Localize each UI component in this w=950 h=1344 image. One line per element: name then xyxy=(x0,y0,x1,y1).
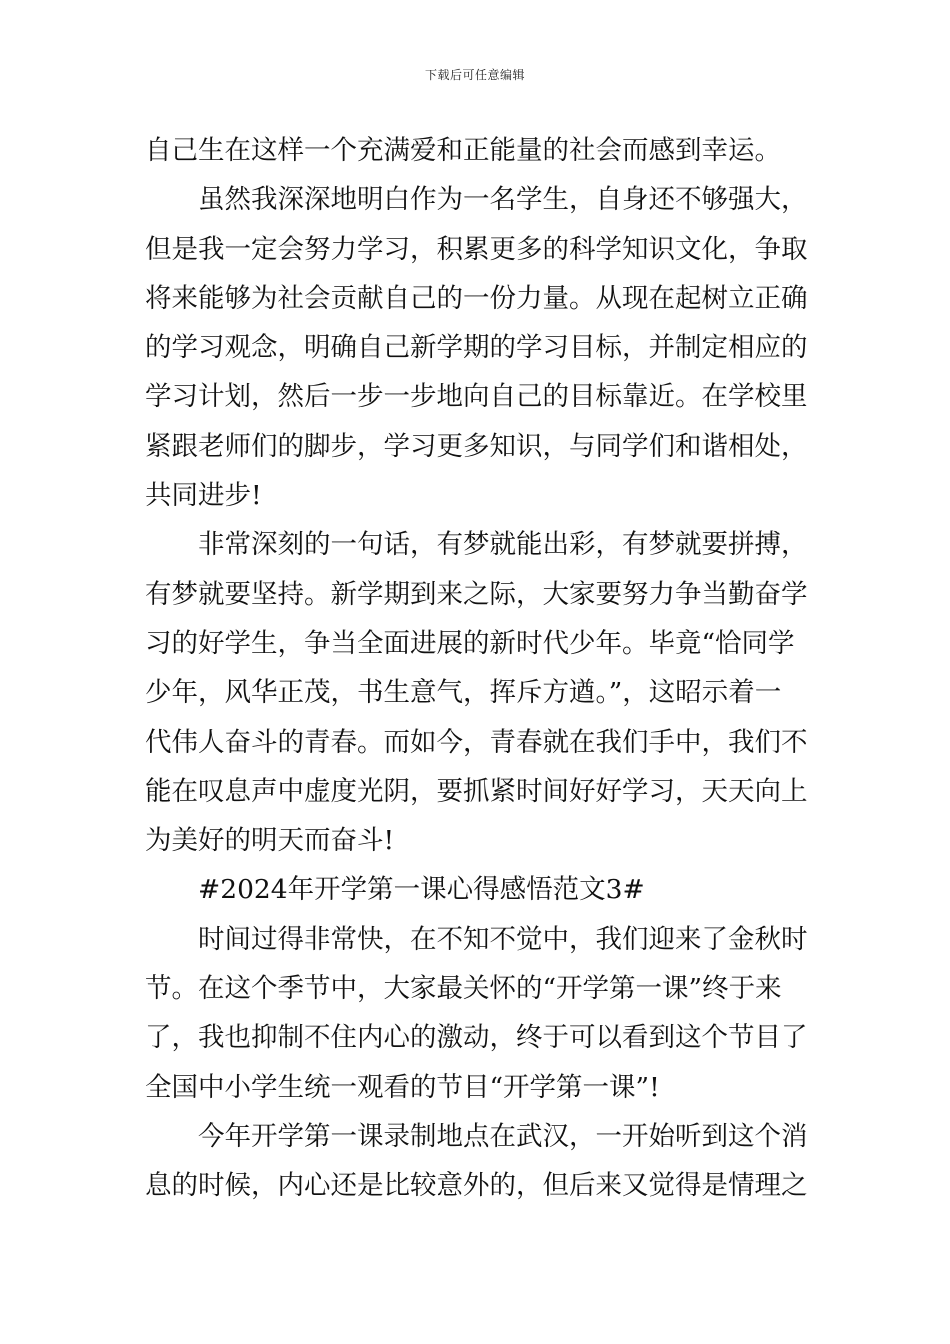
text-line: 时间过得非常快，在不知不觉中，我们迎来了金秋时 xyxy=(198,923,808,955)
text-line: 全国中小学生统一观看的节目“开学第一课”! xyxy=(145,1071,660,1103)
text-line: 共同进步! xyxy=(145,480,262,512)
text-line: 少年，风华正茂，书生意气，挥斥方遒。”，这昭示着一 xyxy=(145,677,782,709)
text-line: 有梦就要坚持。新学期到来之际，大家要努力争当勤奋学 xyxy=(145,578,808,610)
text-line: 能在叹息声中虚度光阴，要抓紧时间好好学习，天天向上 xyxy=(145,775,808,807)
text-line: 非常深刻的一句话，有梦就能出彩，有梦就要拼搏， xyxy=(198,529,808,561)
text-line: 代伟人奋斗的青春。而如今，青春就在我们手中，我们不 xyxy=(145,726,808,758)
text-line: 将来能够为社会贡献自己的一份力量。从现在起树立正确 xyxy=(145,282,808,314)
page-header: 下载后可任意编辑 xyxy=(424,68,525,82)
document-body xyxy=(145,126,813,1211)
text-line: 了，我也抑制不住内心的激动，终于可以看到这个节目了 xyxy=(145,1022,808,1054)
text-line: 自己生在这样一个充满爱和正能量的社会而感到幸运。 xyxy=(145,135,781,166)
text-line: 虽然我深深地明白作为一名学生，自身还不够强大， xyxy=(198,184,808,216)
text-line: 学习计划，然后一步一步地向自己的目标靠近。在学校里 xyxy=(145,381,808,413)
text-line: 紧跟老师们的脚步，学习更多知识，与同学们和谐相处， xyxy=(145,430,808,462)
text-line: 节。在这个季节中，大家最关怀的“开学第一课”终于来 xyxy=(145,973,782,1005)
section-heading: #2024年开学第一课心得感悟范文3# xyxy=(198,874,645,906)
text-line: 息的时候，内心还是比较意外的，但后来又觉得是情理之 xyxy=(145,1170,808,1202)
text-line: 的学习观念，明确自己新学期的学习目标，并制定相应的 xyxy=(145,332,808,364)
text-line: 今年开学第一课录制地点在武汉，一开始听到这个消 xyxy=(198,1120,808,1152)
text-line: 为美好的明天而奋斗! xyxy=(145,825,395,857)
text-line: 但是我一定会努力学习，积累更多的科学知识文化，争取 xyxy=(145,233,808,265)
text-line: 习的好学生，争当全面进展的新时代少年。毕竟“恰同学 xyxy=(145,627,795,659)
